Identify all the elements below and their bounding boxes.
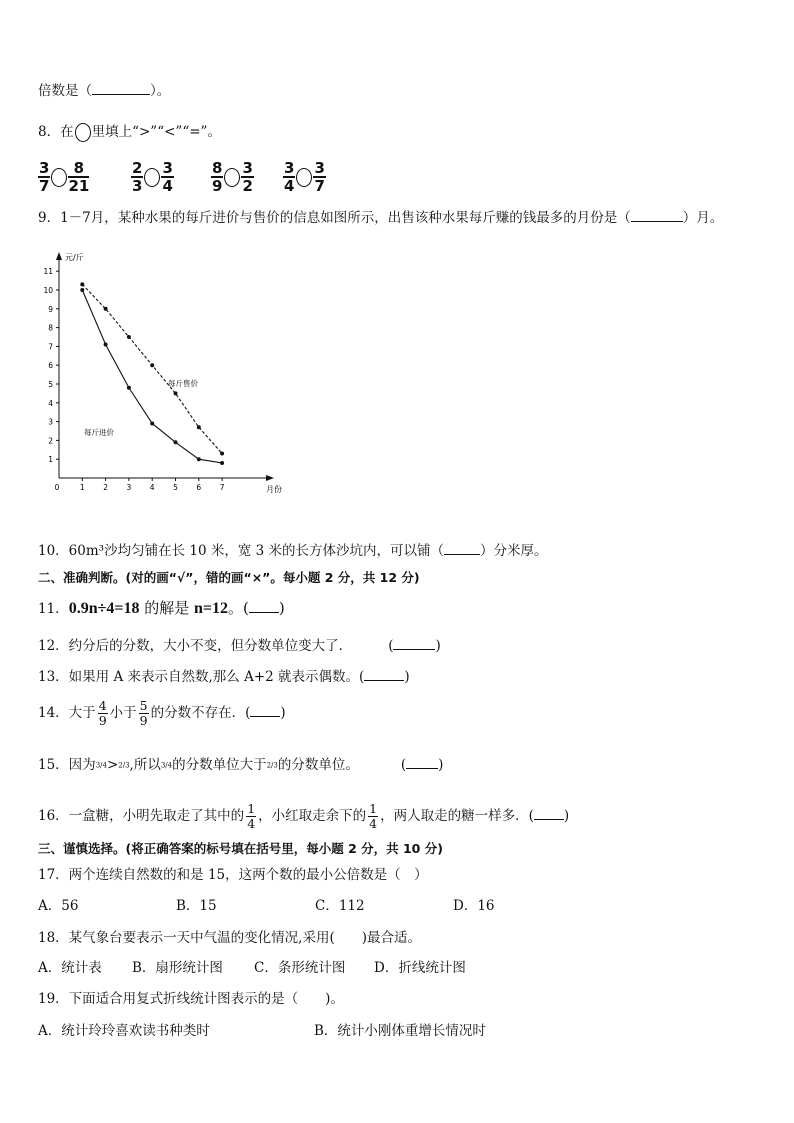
line-continuation: 倍数是（ ）。 (38, 83, 171, 99)
x-tick-label: 7 (219, 483, 225, 492)
answer-blank[interactable] (250, 704, 280, 717)
compare-circle[interactable] (296, 168, 312, 187)
price-line-chart (40, 248, 300, 498)
x-tick-label: 4 (149, 483, 155, 492)
question-11: 11．0.9n÷4=18 的解是 n=12。( ) (38, 599, 285, 617)
y-tick-label: 4 (48, 398, 53, 408)
question-15: 15．因为3/4>2/3,所以3/4的分数单位大于2/3的分数单位。 ( ) (38, 757, 444, 773)
q8-comparison-item (211, 160, 254, 194)
question-17: 17．两个连续自然数的和是 15，这两个数的最小公倍数是（ ） (38, 867, 428, 883)
answer-blank[interactable] (393, 637, 435, 650)
option-d[interactable]: D．16 (453, 898, 495, 914)
data-point (127, 386, 131, 390)
x-tick-label: 3 (126, 483, 132, 492)
data-point (80, 282, 84, 286)
data-point (197, 457, 201, 461)
x-tick-label: 0 (54, 483, 60, 492)
answer-blank[interactable] (249, 600, 279, 613)
fraction: 2 3 (132, 159, 143, 195)
question-12: 12．约分后的分数，大小不变，但分数单位变大了． ( ) (38, 638, 441, 654)
data-point (150, 363, 154, 367)
option-c[interactable]: C．112 (315, 898, 365, 914)
y-tick-label: 8 (48, 323, 53, 333)
data-point (197, 425, 201, 429)
x-axis-arrow (266, 475, 274, 481)
q8-comparison-item (283, 160, 326, 194)
section-3-heading: 三、谨慎选择。(将正确答案的标号填在括号里，每小题 2 分，共 10 分) (38, 841, 443, 856)
answer-blank[interactable] (92, 82, 150, 95)
fraction: 3 4 (284, 159, 295, 195)
fraction: 8 21 (68, 159, 90, 195)
y-tick-label: 3 (48, 417, 53, 427)
question-10: 10．60m³沙均匀铺在长 10 米，宽 3 米的长方体沙坑内，可以铺（ ）分米厚。 (38, 543, 548, 559)
compare-circle[interactable] (51, 168, 67, 187)
answer-blank[interactable] (406, 756, 438, 769)
y-tick-label: 5 (48, 380, 53, 389)
option-a[interactable]: A．统计玲玲喜欢读书种类时 (38, 1023, 210, 1039)
question-18: 18．某气象台要表示一天中气温的变化情况,采用( )最合适。 (38, 930, 422, 946)
section-2-heading: 二、准确判断。(对的画“√”，错的画“×”。每小题 2 分，共 12 分) (38, 570, 420, 585)
fraction: $\frac{5}{9}$ (139, 698, 148, 728)
x-axis-label: 月份 (266, 485, 282, 494)
fraction: 3 7 (39, 159, 50, 195)
question-19: 19．下面适合用复式折线统计图表示的是（ )。 (38, 991, 344, 1007)
circle-icon (75, 123, 91, 142)
y-tick-label: 6 (48, 361, 53, 371)
option-a[interactable]: A．统计表 (38, 960, 102, 976)
x-tick-label: 5 (173, 483, 178, 492)
x-tick-label: 1 (79, 483, 85, 492)
data-point (104, 307, 108, 311)
series-line-buy (82, 290, 222, 463)
compare-circle[interactable] (144, 168, 160, 187)
data-point (104, 343, 108, 347)
fraction: $\frac{1}{4}$ (247, 801, 256, 831)
question-14: 14．大于 $\frac{4}{9}$ 小于 $\frac{5}{9}$ 的分数不存在．( ) (38, 698, 286, 728)
y-tick-label: 9 (48, 304, 53, 314)
option-a[interactable]: A．56 (38, 898, 79, 914)
question-8: 8．在 里填上“>”“<”“=”。 (38, 124, 221, 140)
data-point (174, 391, 178, 395)
data-point (80, 288, 84, 292)
y-tick-label: 1 (48, 455, 53, 465)
answer-blank[interactable] (534, 807, 564, 820)
data-point (150, 421, 154, 425)
y-axis-label: 元/斤 (65, 253, 84, 262)
option-c[interactable]: C．条形统计图 (254, 960, 346, 976)
x-tick-label: 2 (103, 483, 108, 492)
q18-options (38, 959, 466, 977)
q8-comparison-item (131, 160, 174, 194)
data-point (220, 452, 224, 456)
y-tick-label: 11 (43, 267, 53, 277)
fraction: 3 2 (242, 159, 253, 195)
option-b[interactable]: B．15 (176, 898, 217, 914)
y-axis-arrow (56, 252, 62, 260)
question-9: 9．1－7月，某种水果的每斤进价与售价的信息如图所示，出售该种水果每斤赚的钱最多的月份是（ ）月。 (38, 210, 724, 226)
q17-options (38, 897, 495, 915)
option-b[interactable]: B．统计小刚体重增长情况时 (314, 1023, 486, 1039)
series-label-sell: 每斤售价 (168, 378, 198, 388)
fraction: 3 7 (314, 159, 325, 195)
y-tick-label: 10 (43, 286, 53, 295)
option-d[interactable]: D．折线统计图 (374, 960, 466, 976)
q8-comparison-item (38, 160, 89, 194)
data-point (174, 440, 178, 444)
fraction: $\frac{4}{9}$ (98, 698, 107, 728)
question-13: 13．如果用 A 来表示自然数,那么 A+2 就表示偶数。( ) (38, 669, 410, 685)
fraction: $\frac{1}{4}$ (369, 801, 378, 831)
x-tick-label: 6 (196, 483, 202, 492)
answer-blank[interactable] (631, 209, 683, 222)
series-label-buy: 每斤进价 (84, 427, 114, 437)
data-point (220, 461, 224, 465)
fraction: 3 4 (162, 159, 173, 195)
option-b[interactable]: B．扇形统计图 (132, 960, 223, 976)
answer-blank[interactable] (364, 668, 404, 681)
y-tick-label: 7 (48, 342, 53, 352)
y-tick-label: 2 (48, 436, 53, 446)
question-16: 16．一盒糖，小明先取走了其中的 $\frac{1}{4}$ ，小红取走余下的 $\frac{1}{4}$ ，两人取走的糖一样多．( ) (38, 801, 570, 831)
compare-circle[interactable] (224, 168, 240, 187)
fraction: 8 9 (212, 159, 223, 195)
q19-options (38, 1022, 486, 1040)
answer-blank[interactable] (444, 542, 480, 555)
data-point (127, 335, 131, 339)
